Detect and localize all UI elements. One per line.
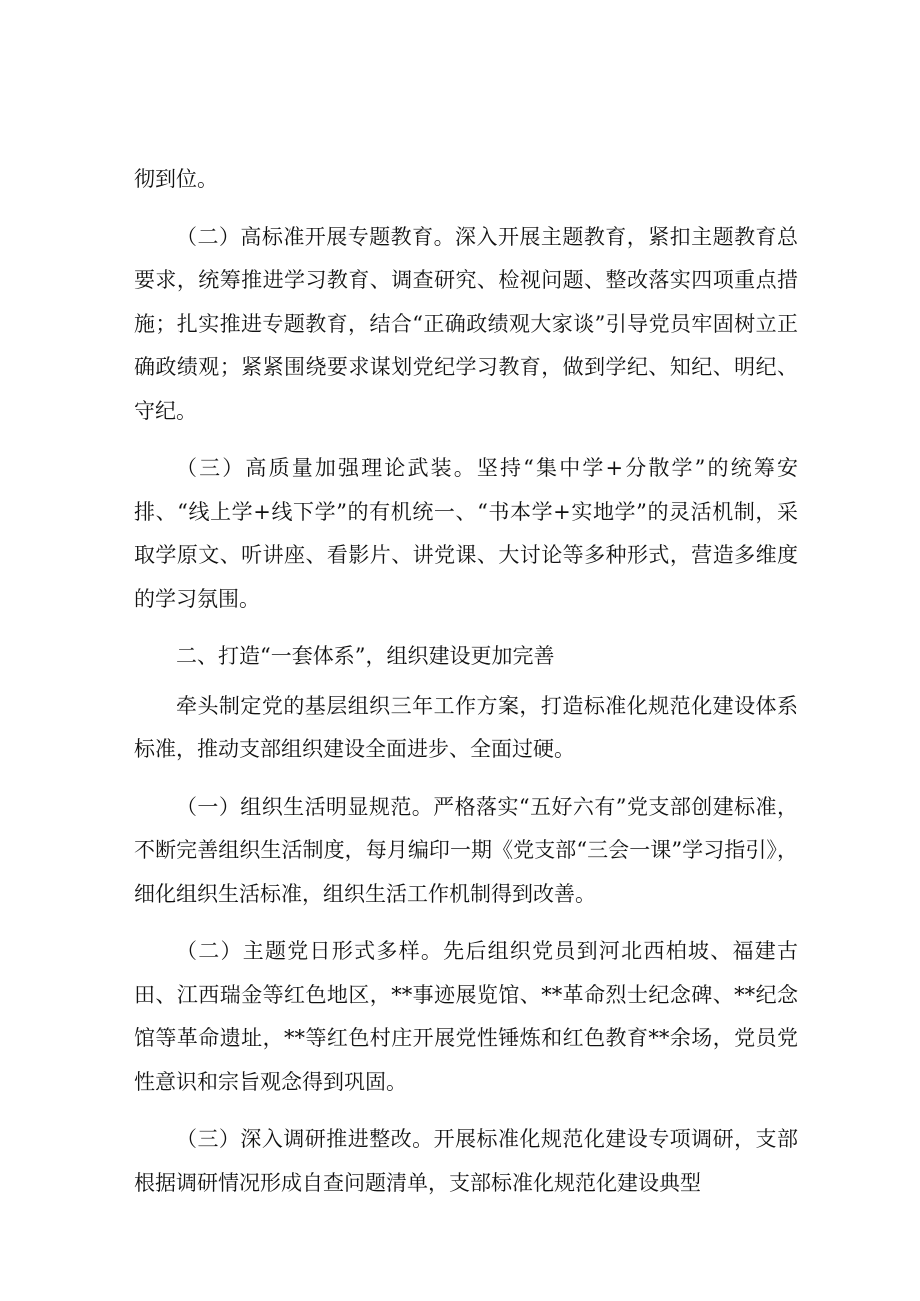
document-body — [134, 158, 798, 1205]
paragraph-theory-arming: （三）高质量加强理论武装。坚持“集中学+分散学”的统筹安排、“线上学+线下学”的有机统一、“书本学+实地学”的灵活机制，采取学原文、听讲座、看影片、讲党课、大讨论等多种形式，营造多维度的学习氛围。 — [134, 456, 798, 611]
paragraph-organization-life: （一）组织生活明显规范。严格落实“五好六有”党支部创建标准，不断完善组织生活制度，每月编印一期《党支部“三会一课”学习指引》，细化组织生活标准，组织生活工作机制得到改善。 — [134, 794, 798, 906]
paragraph-party-day: （二）主题党日形式多样。先后组织党员到河北西柏坡、福建古田、江西瑞金等红色地区，**事迹展览馆、**革命烈士纪念碑、**纪念馆等革命遗址，**等红色村庄开展党性锤炼和红色教育**余场，党员党性意识和宗旨观念得到巩固。 — [134, 939, 798, 1094]
paragraph-special-education: （二）高标准开展专题教育。深入开展主题教育，紧扣主题教育总要求，统筹推进学习教育、调查研究、检视问题、整改落实四项重点措施；扎实推进专题教育，结合“正确政绩观大家谈”引导党员牢固树立正确政绩观；紧紧围绕要求谋划党纪学习教育，做到学纪、知纪、明纪、守纪。 — [134, 224, 798, 423]
section-heading-system: 二、打造“一套体系”，组织建设更加完善 — [176, 644, 555, 668]
paragraph-research-rectification: （三）深入调研推进整改。开展标准化规范化建设专项调研，支部根据调研情况形成自查问题清单，支部标准化规范化建设典型 — [134, 1127, 798, 1195]
paragraph-continuation: 彻到位。 — [134, 167, 218, 191]
paragraph-three-year-plan: 牵头制定党的基层组织三年工作方案，打造标准化规范化建设体系标准，推动支部组织建设全面进步、全面过硬。 — [134, 693, 798, 761]
